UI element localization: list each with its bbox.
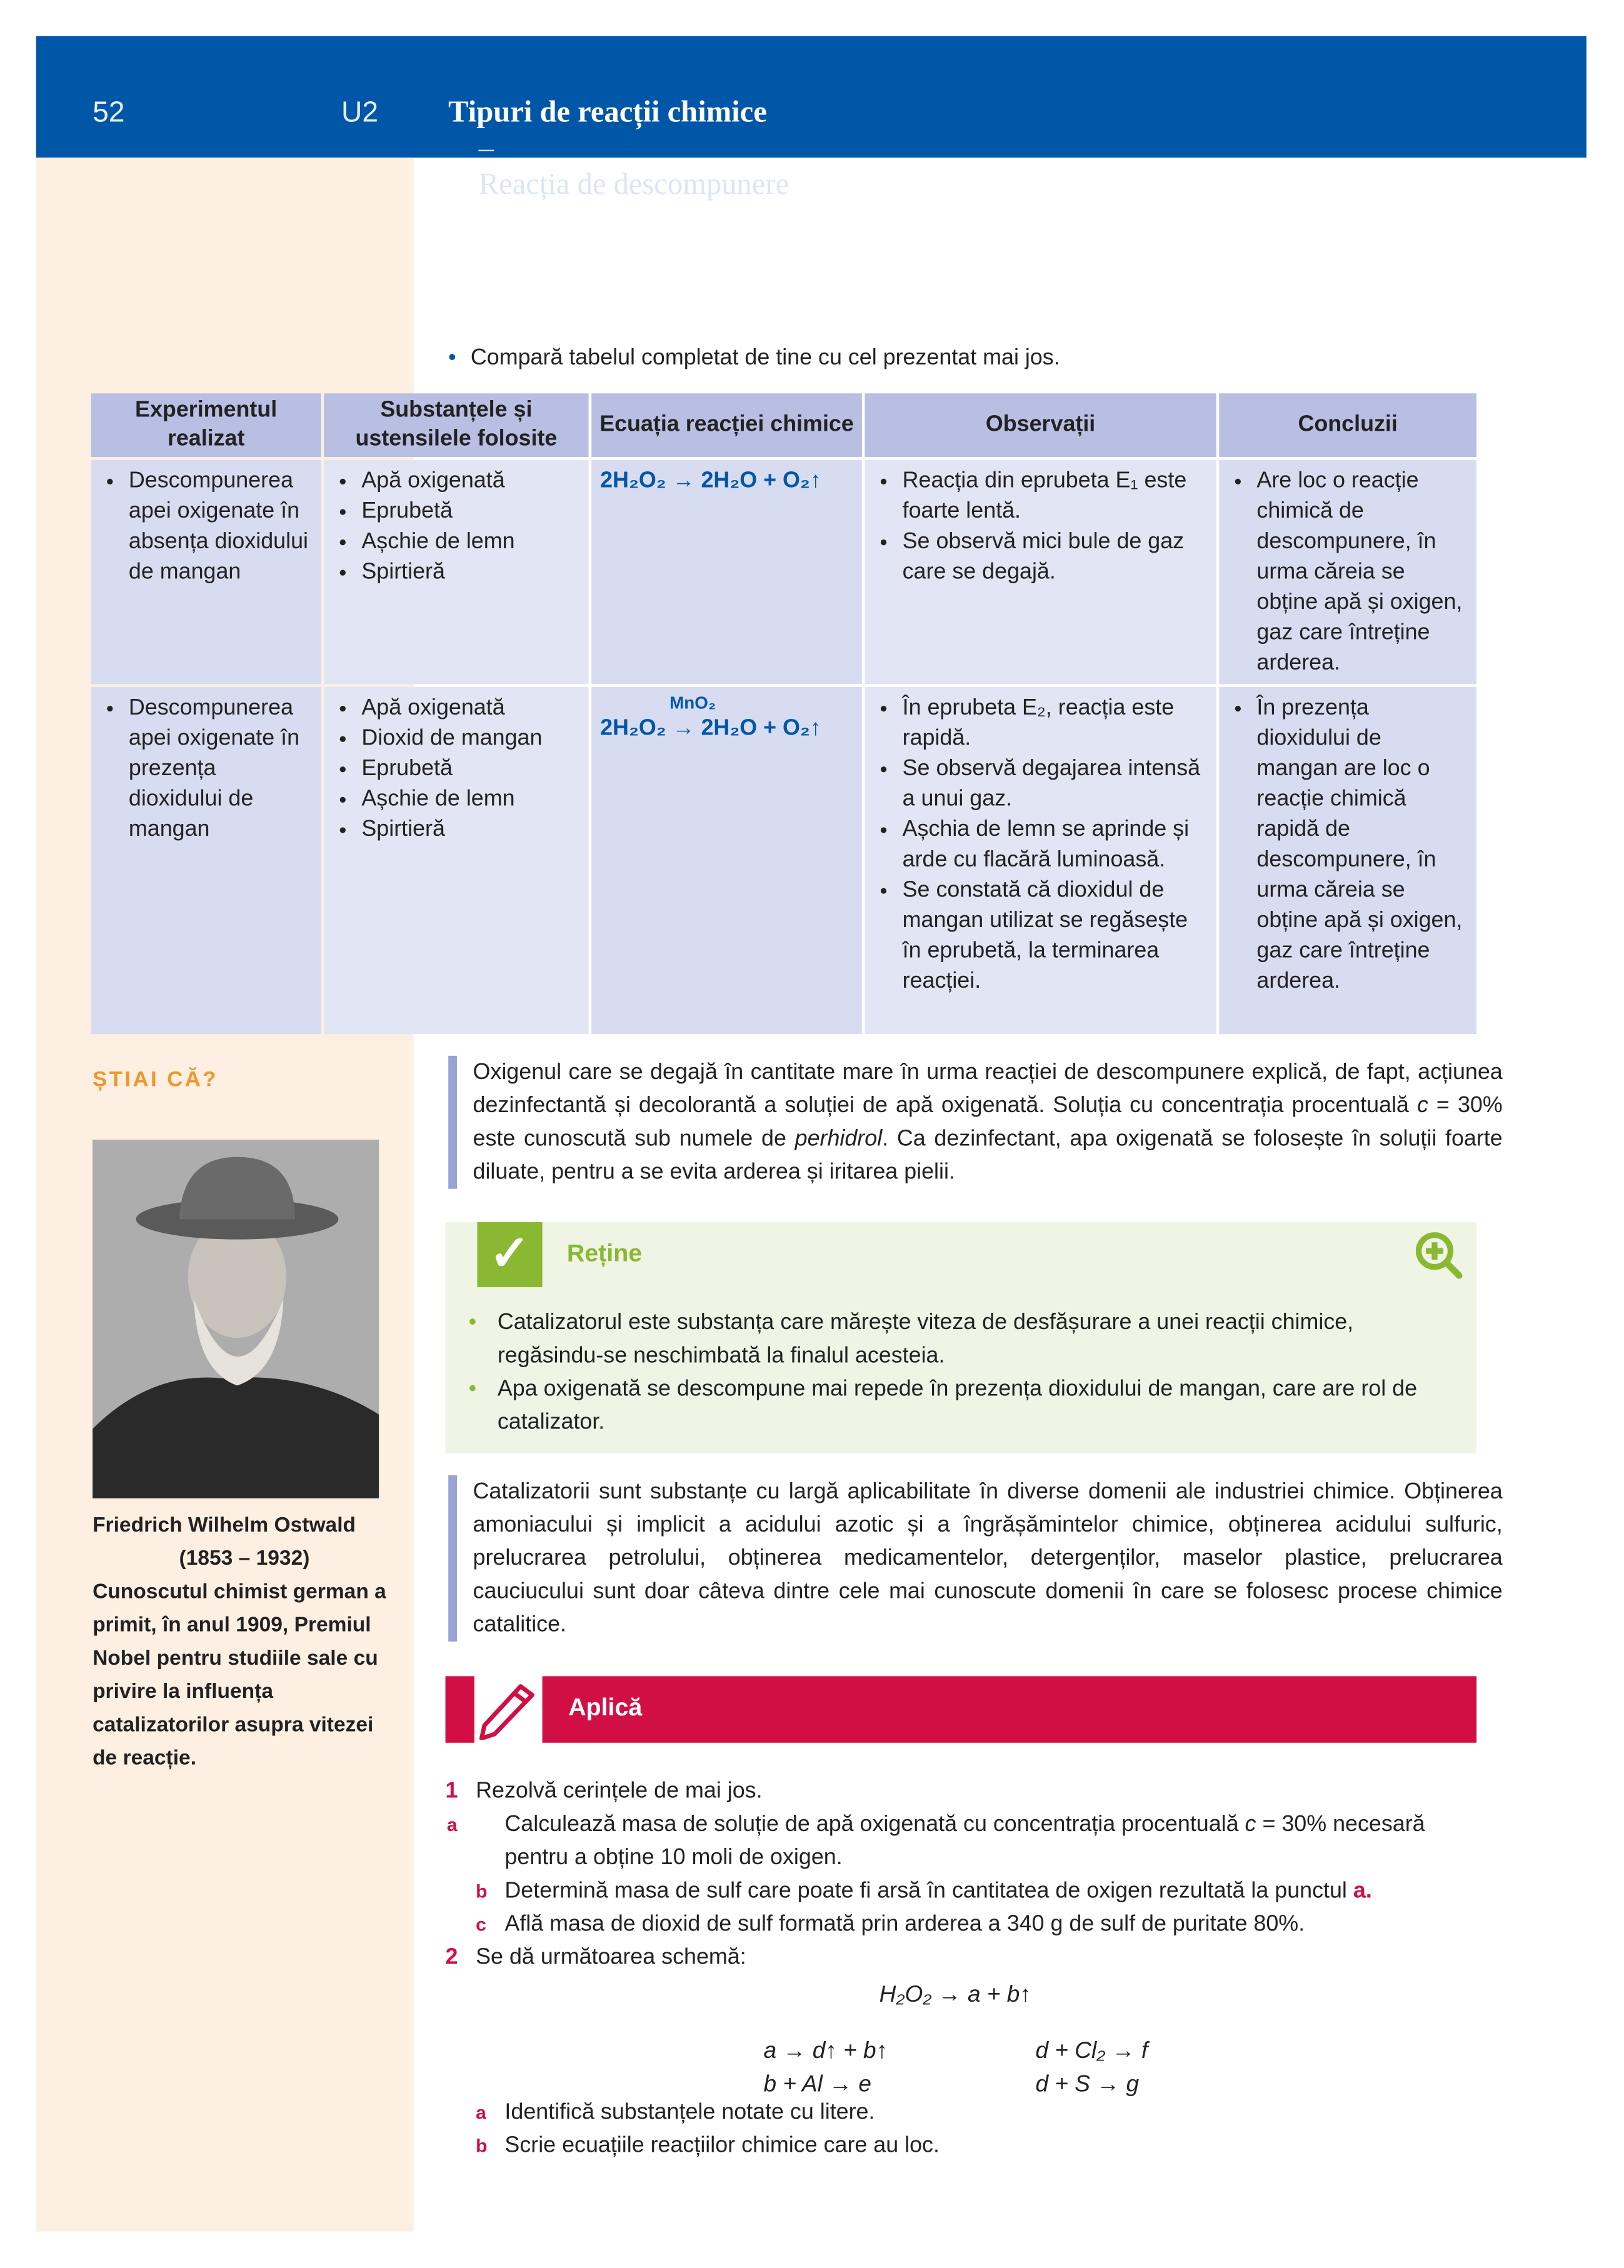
col-header: Concluzii	[1219, 393, 1476, 457]
exercise-text: Rezolvă cerințele de mai jos.	[476, 1779, 763, 1804]
material-item: • Așchie de lemn	[361, 526, 579, 557]
page-number: 52	[93, 97, 125, 129]
experiment-table	[88, 391, 1480, 1037]
material-item: • Apă oxigenată	[361, 466, 579, 496]
col-header: Ecuația reacției chimice	[591, 393, 862, 457]
experiment-cell: • Descompunerea apei oxigenate în prezența dioxidului de mangan	[129, 693, 313, 845]
text: a.	[1353, 1879, 1372, 1904]
aplica-banner	[446, 1676, 1477, 1742]
exercise-text: Se dă următoarea schemă:	[476, 1945, 746, 1970]
table-header-row	[91, 393, 1476, 457]
portrait-caption	[93, 1510, 396, 1776]
retine-item: • Catalizatorul este substanța care mărește viteza de desfășurare a unei reacții chimice, regăsindu-se neschimbată la finalul acesteia.	[469, 1306, 1464, 1372]
title-main: Tipuri de reacții chimice	[448, 94, 767, 129]
title-sep: –	[478, 130, 494, 165]
unit-label: U2	[341, 97, 379, 129]
caption-name: Friedrich Wilhelm Ostwald	[93, 1514, 356, 1538]
zoom-in-icon[interactable]	[1415, 1231, 1464, 1280]
col-header: Experimentul realizat	[91, 393, 321, 457]
material-item: • Așchie de lemn	[361, 784, 579, 815]
scheme-equation: d + Cl₂ → f	[1035, 2039, 1148, 2064]
item-letter: b	[476, 2134, 488, 2157]
aplica-title: Aplică	[543, 1676, 1477, 1742]
item-letter: c	[476, 1913, 486, 1935]
text: = 30% este cunoscută sub numele de	[473, 1093, 1503, 1152]
material-item: • Dioxid de mangan	[361, 723, 579, 754]
observation-item: • Așchia de lemn se aprinde și arde cu flacără luminoasă.	[903, 815, 1208, 875]
caption-text: Cunoscutul chimist german a primit, în anul 1909, Premiul Nobel pentru studiile sale cu privire la influența catalizatorilor asupra vitezei de reacție.	[93, 1580, 386, 1770]
material-item: • Spirtieră	[361, 815, 579, 845]
retine-box	[446, 1222, 1477, 1453]
text: perhidrol	[794, 1126, 883, 1152]
text: c	[1416, 1093, 1428, 1118]
text: c	[1245, 1812, 1256, 1837]
material-item: • Eprubetă	[361, 753, 579, 784]
scheme-equation: d + S → g	[1035, 2072, 1140, 2097]
reaction-scheme	[446, 1974, 1477, 2095]
item-letter: a	[476, 2101, 486, 2124]
conclusion-cell: • Are loc o reacție chimică de descompunere, în urma căreia se obține apă și oxigen, gaz care întreține arderea.	[1256, 466, 1468, 678]
exercises	[446, 1775, 1477, 2162]
exercise-number: 1	[445, 1779, 458, 1804]
page-title	[448, 94, 789, 203]
material-item: • Apă oxigenată	[361, 693, 579, 723]
equation: 2H₂O₂ → 2H₂O + O₂↑	[600, 468, 821, 493]
intro-bullet: • Compară tabelul completat de tine cu cel prezentat mai jos.	[448, 345, 1060, 371]
pencil-icon	[477, 1682, 538, 1740]
item-letter: b	[476, 1880, 488, 1902]
page-header	[36, 36, 1586, 201]
observation-item: • Reacția din eprubeta E₁ este foarte lentă.	[903, 466, 1208, 526]
observation-item: • Se observă degajarea intensă a unui gaz.	[903, 753, 1208, 814]
text: Identifică substanțele notate cu litere.	[504, 2100, 875, 2125]
intro-text: Compară tabelul completat de tine cu cel prezentat mai jos.	[470, 345, 1060, 371]
observation-item: • Se constată că dioxidul de mangan utilizat se regăsește în eprubetă, la terminarea reacției.	[903, 875, 1208, 996]
catalysts-paragraph: Catalizatorii sunt substanțe cu largă aplicabilitate în diverse domenii ale industriei chimice. Obținerea amoniacului și implicit a acidului azotic și a îngrășămintelor chimice, obținerea acidului sulfuric, prelucrarea petrolului, obținerea medicamentelor, detergenților, maselor plastice, prelucrarea cauciucului sunt doar câteva dintre cele mai cunoscute domenii în care se folosesc procese chimice catalitice.	[448, 1475, 1503, 1642]
text: Află masa de dioxid de sulf formată prin arderea a 340 g de sulf de puritate 80%.	[504, 1912, 1305, 1937]
text: Calculează masa de soluție de apă oxigenată cu concentrația procentuală	[504, 1812, 1245, 1837]
text: Scrie ecuațiile reacțiilor chimice care au loc.	[504, 2133, 940, 2158]
info-paragraph	[448, 1056, 1503, 1189]
col-header: Substanțele și ustensilele folosite	[324, 393, 588, 457]
experiment-cell: • Descompunerea apei oxigenate în absența dioxidului de mangan	[129, 466, 313, 587]
text: Determină masa de sulf care poate fi arsă în cantitatea de oxigen rezultată la punctul	[504, 1879, 1353, 1904]
table-row	[91, 687, 1476, 1034]
conclusion-cell: • În prezența dioxidului de mangan are loc o reacție chimică rapidă de descompunere, în urma căreia se obține apă și oxigen, gaz care întreține arderea.	[1256, 693, 1468, 996]
material-item: • Eprubetă	[361, 496, 579, 527]
observation-item: • În eprubeta E₂, reacția este rapidă.	[903, 693, 1208, 753]
text: Oxigenul care se degajă în cantitate mare în urma reacției de descompunere explică, de fapt, acțiunea dezinfectantă și decolorantă a soluției de apă oxigenată. Soluția cu concentrația procentuală	[473, 1060, 1503, 1118]
ostwald-portrait	[93, 1140, 379, 1498]
title-sub: Reacția de descompunere	[478, 166, 789, 201]
scheme-equation: a → d↑ + b↑	[763, 2039, 888, 2064]
text: . Ca dezinfectant, apa oxigenată se folosește în soluții foarte diluate, pentru a se evita arderea și iritarea pielii.	[473, 1126, 1503, 1185]
exercise-1	[446, 1775, 1477, 1808]
catalyst-label: MnO₂	[669, 693, 716, 713]
item-letter: a	[446, 1814, 458, 1835]
scheme-equation: b + Al → e	[763, 2072, 872, 2097]
material-item: • Spirtieră	[361, 557, 579, 588]
retine-item: • Apa oxigenată se descompune mai repede în prezența dioxidului de mangan, care are rol de catalizator.	[469, 1373, 1464, 1439]
equation: 2H₂O₂ → 2H₂O + O₂↑	[600, 716, 821, 741]
caption-years: (1853 – 1932)	[179, 1547, 310, 1571]
exercise-number: 2	[445, 1945, 458, 1970]
text: = 30% necesară pentru a obține 10 moli de oxigen.	[504, 1812, 1425, 1870]
checkmark-icon: ✓	[477, 1222, 542, 1287]
retine-title: Reține	[566, 1239, 643, 1267]
observation-item: • Se observă mici bule de gaz care se degajă.	[903, 526, 1208, 587]
stiai-ca-heading: ȘTIAI CĂ?	[93, 1067, 218, 1092]
col-header: Observații	[865, 393, 1216, 457]
exercise-2	[446, 1941, 1477, 1974]
table-row	[91, 460, 1476, 685]
scheme-equation: H₂O₂ → a + b↑	[879, 1982, 1031, 2008]
